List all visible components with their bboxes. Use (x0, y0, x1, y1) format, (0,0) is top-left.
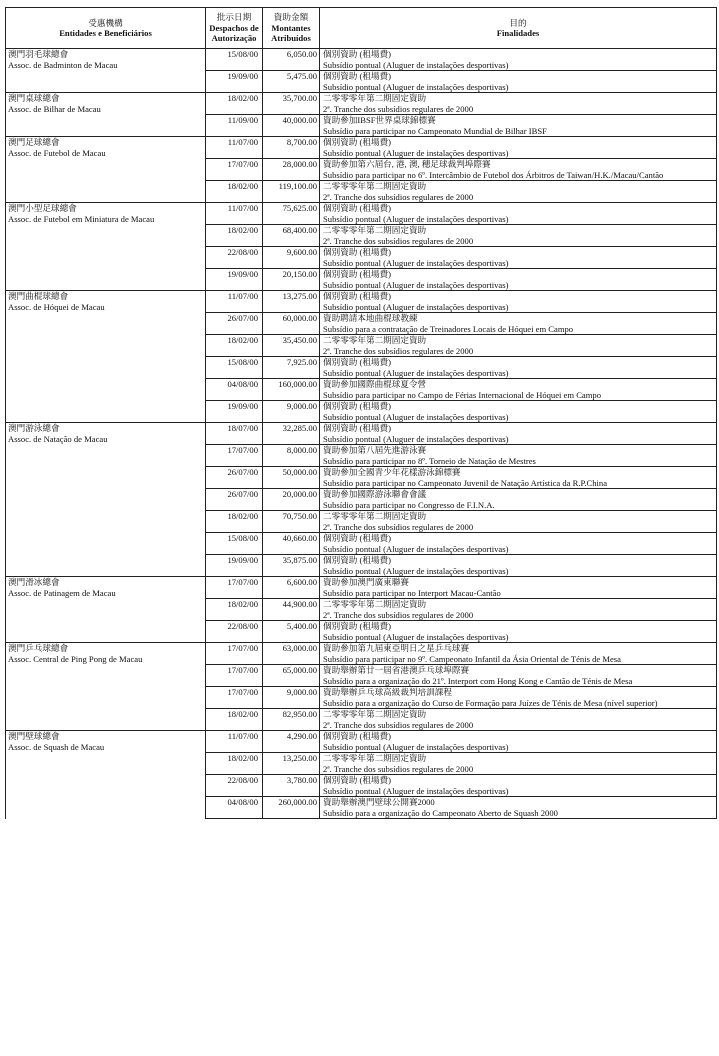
header-amount: 資助金額 Montantes Atribuídos (263, 8, 320, 49)
authorization-date: 11/07/00 (206, 203, 263, 225)
entity-name-pt: Assoc. de Futebol em Miniatura de Macau (8, 213, 155, 224)
purpose-pt: 2ª. Tranche dos subsídios regulares de 2000 (323, 191, 474, 202)
purpose-pt: 2ª. Tranche dos subsídios regulares de 2000 (323, 103, 474, 114)
entity-name-pt: Assoc. de Squash de Macau (8, 741, 105, 752)
amount-value: 13,275.00 (263, 291, 320, 313)
table-row (6, 423, 717, 445)
purpose-pt: Subsídio para participar no 8º. Torneio de Natação de Mestres (323, 455, 536, 466)
entity-cell (6, 313, 206, 335)
purpose-cell (320, 511, 717, 533)
purpose-pt: 2ª. Tranche dos subsídios regulares de 2000 (323, 763, 474, 774)
amount-value: 5,400.00 (263, 621, 320, 643)
authorization-date: 17/07/00 (206, 445, 263, 467)
entity-name-zh: 澳門游泳總會 (8, 423, 60, 433)
entity-cell (6, 93, 206, 115)
entity-name-zh: 澳門滑冰總會 (8, 577, 60, 587)
amount-value: 68,400.00 (263, 225, 320, 247)
entity-cell (6, 203, 206, 225)
table-row (6, 445, 717, 467)
table-row (6, 599, 717, 621)
purpose-cell (320, 269, 717, 291)
entity-cell (6, 379, 206, 401)
entity-cell (6, 225, 206, 247)
authorization-date: 15/08/00 (206, 357, 263, 379)
amount-value: 40,000.00 (263, 115, 320, 137)
purpose-zh: 資助參加國際曲棍球夏令營 (323, 379, 427, 389)
amount-value: 7,925.00 (263, 357, 320, 379)
table-row (6, 379, 717, 401)
purpose-cell (320, 687, 717, 709)
purpose-zh: 個別資助 (租場費) (323, 291, 392, 301)
purpose-zh: 個別資助 (租場費) (323, 247, 392, 257)
amount-value: 65,000.00 (263, 665, 320, 687)
purpose-cell (320, 577, 717, 599)
table-row (6, 533, 717, 555)
purpose-zh: 二零零零年第二期固定資助 (323, 335, 427, 345)
table-row (6, 181, 717, 203)
authorization-date: 17/07/00 (206, 687, 263, 709)
purpose-pt: Subsídio para participar no 6º. Intercâmbio de Futebol dos Árbitros de Taiwan/H.K./Macau/Cantão (323, 169, 664, 180)
amount-value: 9,000.00 (263, 401, 320, 423)
purpose-pt: 2ª. Tranche dos subsídios regulares de 2000 (323, 609, 474, 620)
purpose-cell (320, 775, 717, 797)
authorization-date: 04/08/00 (206, 379, 263, 401)
purpose-cell (320, 665, 717, 687)
entity-cell (6, 753, 206, 775)
authorization-date: 04/08/00 (206, 797, 263, 819)
entity-cell (6, 247, 206, 269)
table-row (6, 357, 717, 379)
table-row (6, 643, 717, 665)
entity-cell (6, 335, 206, 357)
purpose-zh: 資助參加第六屆台, 港, 澳, 穗足球裁判埠際賽 (323, 159, 491, 169)
purpose-zh: 個別資助 (租場費) (323, 621, 392, 631)
entity-cell (6, 797, 206, 819)
purpose-pt: Subsídio pontual (Aluguer de instalações desportivas) (323, 367, 509, 378)
purpose-pt: Subsídio pontual (Aluguer de instalações desportivas) (323, 411, 509, 422)
authorization-date: 15/08/00 (206, 49, 263, 71)
entity-cell (6, 621, 206, 643)
entity-cell (6, 357, 206, 379)
subsidy-table (5, 7, 717, 819)
entity-cell (6, 181, 206, 203)
authorization-date: 22/08/00 (206, 775, 263, 797)
purpose-pt: Subsídio pontual (Aluguer de instalações desportivas) (323, 565, 509, 576)
purpose-zh: 個別資助 (租場費) (323, 269, 392, 279)
purpose-pt: Subsídio pontual (Aluguer de instalações desportivas) (323, 631, 509, 642)
amount-value: 35,450.00 (263, 335, 320, 357)
table-row (6, 49, 717, 71)
purpose-zh: 二零零零年第二期固定資助 (323, 93, 427, 103)
purpose-zh: 資助參加國際游泳聯會會議 (323, 489, 427, 499)
purpose-zh: 個別資助 (租場費) (323, 49, 392, 59)
purpose-pt: Subsídio pontual (Aluguer de instalações desportivas) (323, 213, 509, 224)
table-row (6, 753, 717, 775)
authorization-date: 19/09/00 (206, 555, 263, 577)
purpose-zh: 資助參加第九屆東亞明日之星乒乓球賽 (323, 643, 470, 653)
purpose-pt: Subsídio para a organização do Curso de Formação para Juízes de Ténis de Mesa (nível superior) (323, 697, 658, 708)
purpose-cell (320, 621, 717, 643)
purpose-pt: Subsídio para a contratação de Treinadores Locais de Hóquei em Campo (323, 323, 574, 334)
purpose-pt: Subsídio para participar no 9º. Campeonato Infantil da Ásia Oriental de Ténis de Mesa (323, 653, 621, 664)
table-row (6, 775, 717, 797)
table-row (6, 687, 717, 709)
purpose-cell (320, 379, 717, 401)
purpose-pt: Subsídio para participar no Congresso de F.I.N.A. (323, 499, 495, 510)
purpose-pt: Subsídio para participar no Campo de Férias Internacional de Hóquei em Campo (323, 389, 602, 400)
amount-value: 20,150.00 (263, 269, 320, 291)
amount-value: 28,000.00 (263, 159, 320, 181)
purpose-cell (320, 225, 717, 247)
purpose-pt: Subsídio pontual (Aluguer de instalações desportivas) (323, 81, 509, 92)
amount-value: 35,700.00 (263, 93, 320, 115)
amount-value: 20,000.00 (263, 489, 320, 511)
entity-cell (6, 643, 206, 665)
purpose-cell (320, 423, 717, 445)
table-row (6, 71, 717, 93)
authorization-date: 26/07/00 (206, 313, 263, 335)
purpose-zh: 個別資助 (租場費) (323, 555, 392, 565)
purpose-pt: Subsídio pontual (Aluguer de instalações desportivas) (323, 433, 509, 444)
authorization-date: 26/07/00 (206, 467, 263, 489)
purpose-pt: Subsídio pontual (Aluguer de instalações desportivas) (323, 147, 509, 158)
table-row (6, 709, 717, 731)
purpose-zh: 資助參加澳門廣東聯賽 (323, 577, 409, 587)
entity-name-pt: Assoc. de Natação de Macau (8, 433, 108, 444)
authorization-date: 18/02/00 (206, 181, 263, 203)
purpose-zh: 個別資助 (租場費) (323, 423, 392, 433)
purpose-pt: Subsídio pontual (Aluguer de instalações desportivas) (323, 543, 509, 554)
purpose-zh: 資助參加第八屆先進游泳賽 (323, 445, 427, 455)
amount-value: 6,050.00 (263, 49, 320, 71)
purpose-pt: Subsídio para a organização do Campeonato Aberto de Squash 2000 (323, 807, 558, 818)
authorization-date: 15/08/00 (206, 533, 263, 555)
purpose-zh: 資助舉辦澳門壁球公開賽2000 (323, 797, 435, 807)
purpose-zh: 個別資助 (租場費) (323, 533, 392, 543)
authorization-date: 11/07/00 (206, 291, 263, 313)
entity-cell (6, 687, 206, 709)
table-row (6, 203, 717, 225)
purpose-cell (320, 313, 717, 335)
purpose-zh: 二零零零年第二期固定資助 (323, 709, 427, 719)
authorization-date: 26/07/00 (206, 489, 263, 511)
purpose-zh: 個別資助 (租場費) (323, 71, 392, 81)
purpose-zh: 個別資助 (租場費) (323, 775, 392, 785)
authorization-date: 22/08/00 (206, 621, 263, 643)
authorization-date: 22/08/00 (206, 247, 263, 269)
authorization-date: 17/07/00 (206, 665, 263, 687)
amount-value: 63,000.00 (263, 643, 320, 665)
entity-cell (6, 533, 206, 555)
purpose-zh: 二零零零年第二期固定資助 (323, 753, 427, 763)
table-row (6, 467, 717, 489)
table-row (6, 291, 717, 313)
authorization-date: 19/09/00 (206, 269, 263, 291)
purpose-cell (320, 49, 717, 71)
table-row (6, 665, 717, 687)
purpose-zh: 二零零零年第二期固定資助 (323, 181, 427, 191)
table-row (6, 621, 717, 643)
purpose-cell (320, 753, 717, 775)
table-row (6, 137, 717, 159)
authorization-date: 11/07/00 (206, 137, 263, 159)
table-row (6, 313, 717, 335)
purpose-pt: Subsídio pontual (Aluguer de instalações desportivas) (323, 741, 509, 752)
purpose-zh: 資助舉辦乒乓球高級裁判培訓課程 (323, 687, 452, 697)
amount-value: 260,000.00 (263, 797, 320, 819)
amount-value: 44,900.00 (263, 599, 320, 621)
purpose-cell (320, 599, 717, 621)
purpose-zh: 二零零零年第二期固定資助 (323, 511, 427, 521)
amount-value: 60,000.00 (263, 313, 320, 335)
purpose-zh: 個別資助 (租場費) (323, 357, 392, 367)
entity-cell (6, 269, 206, 291)
table-row (6, 731, 717, 753)
header-date: 批示日期 Despachos de Autorização (206, 8, 263, 49)
amount-value: 35,875.00 (263, 555, 320, 577)
purpose-pt: Subsídio para participar no Interport Macau-Cantão (323, 587, 501, 598)
purpose-pt: Subsídio pontual (Aluguer de instalações desportivas) (323, 279, 509, 290)
amount-value: 50,000.00 (263, 467, 320, 489)
purpose-pt: Subsídio para a organização do 21º. Interport com Hong Kong e Cantão de Ténis de Mesa (323, 675, 633, 686)
purpose-cell (320, 467, 717, 489)
authorization-date: 18/02/00 (206, 225, 263, 247)
entity-cell (6, 159, 206, 181)
entity-name-pt: Assoc. de Hóquei de Macau (8, 301, 105, 312)
entity-name-zh: 澳門曲棍球總會 (8, 291, 69, 301)
purpose-cell (320, 71, 717, 93)
entity-name-pt: Assoc. de Bilhar de Macau (8, 103, 101, 114)
purpose-cell (320, 533, 717, 555)
entity-cell (6, 665, 206, 687)
authorization-date: 17/07/00 (206, 577, 263, 599)
amount-value: 6,600.00 (263, 577, 320, 599)
amount-value: 8,700.00 (263, 137, 320, 159)
header-row (6, 8, 717, 49)
entity-cell (6, 489, 206, 511)
purpose-pt: Subsídio para participar no Campeonato Mundial de Bilhar IBSF (323, 125, 547, 136)
entity-cell (6, 49, 206, 71)
purpose-cell (320, 291, 717, 313)
entity-name-zh: 澳門羽毛球總會 (8, 49, 69, 59)
entity-cell (6, 137, 206, 159)
entity-name-zh: 澳門壁球總會 (8, 731, 60, 741)
amount-value: 75,625.00 (263, 203, 320, 225)
authorization-date: 18/02/00 (206, 335, 263, 357)
table-row (6, 225, 717, 247)
entity-name-pt: Assoc. Central de Ping Pong de Macau (8, 653, 143, 664)
entity-cell (6, 115, 206, 137)
purpose-zh: 個別資助 (租場費) (323, 137, 392, 147)
purpose-cell (320, 357, 717, 379)
purpose-zh: 資助參加IBSF世界桌球錦標賽 (323, 115, 436, 125)
table-row (6, 335, 717, 357)
purpose-cell (320, 335, 717, 357)
amount-value: 9,600.00 (263, 247, 320, 269)
table-row (6, 247, 717, 269)
amount-value: 40,660.00 (263, 533, 320, 555)
entity-cell (6, 577, 206, 599)
entity-name-pt: Assoc. de Badminton de Macau (8, 59, 118, 70)
purpose-pt: Subsídio pontual (Aluguer de instalações desportivas) (323, 301, 509, 312)
entity-cell (6, 401, 206, 423)
entity-name-zh: 澳門足球總會 (8, 137, 60, 147)
purpose-pt: Subsídio para participar no Campeonato Juvenil de Natação Artística da R.P.China (323, 477, 608, 488)
entity-cell (6, 555, 206, 577)
authorization-date: 18/02/00 (206, 753, 263, 775)
table-row (6, 115, 717, 137)
table-row (6, 577, 717, 599)
amount-value: 3,780.00 (263, 775, 320, 797)
table-row (6, 159, 717, 181)
purpose-cell (320, 159, 717, 181)
entity-name-zh: 澳門小型足球總會 (8, 203, 77, 213)
entity-cell (6, 599, 206, 621)
purpose-cell (320, 401, 717, 423)
header-entities: 受惠機構 Entidades e Beneficiários (6, 8, 206, 49)
amount-value: 119,100.00 (263, 181, 320, 203)
purpose-pt: Subsídio pontual (Aluguer de instalações desportivas) (323, 59, 509, 70)
purpose-zh: 資助參加全國青少年花樣游泳錦標賽 (323, 467, 461, 477)
entity-cell (6, 731, 206, 753)
purpose-cell (320, 731, 717, 753)
purpose-pt: Subsídio pontual (Aluguer de instalações desportivas) (323, 785, 509, 796)
purpose-cell (320, 203, 717, 225)
amount-value: 82,950.00 (263, 709, 320, 731)
purpose-pt: 2ª. Tranche dos subsídios regulares de 2000 (323, 521, 474, 532)
purpose-zh: 資助聘請本地曲棍球教練 (323, 313, 418, 323)
entity-cell (6, 467, 206, 489)
entity-cell (6, 511, 206, 533)
purpose-cell (320, 181, 717, 203)
amount-value: 32,285.00 (263, 423, 320, 445)
authorization-date: 11/09/00 (206, 115, 263, 137)
purpose-zh: 二零零零年第二期固定資助 (323, 599, 427, 609)
amount-value: 4,290.00 (263, 731, 320, 753)
purpose-cell (320, 709, 717, 731)
table-row (6, 269, 717, 291)
amount-value: 8,000.00 (263, 445, 320, 467)
purpose-zh: 資助舉辦第廿一屆省港澳乒乓球埠際賽 (323, 665, 470, 675)
authorization-date: 19/09/00 (206, 71, 263, 93)
purpose-cell (320, 445, 717, 467)
authorization-date: 11/07/00 (206, 731, 263, 753)
purpose-cell (320, 797, 717, 819)
purpose-cell (320, 115, 717, 137)
purpose-cell (320, 93, 717, 115)
purpose-cell (320, 247, 717, 269)
table-row (6, 93, 717, 115)
authorization-date: 18/07/00 (206, 423, 263, 445)
entity-cell (6, 709, 206, 731)
table-row (6, 555, 717, 577)
table-row (6, 511, 717, 533)
purpose-zh: 二零零零年第二期固定資助 (323, 225, 427, 235)
entity-cell (6, 445, 206, 467)
purpose-cell (320, 489, 717, 511)
table-row (6, 401, 717, 423)
purpose-pt: Subsídio pontual (Aluguer de instalações desportivas) (323, 257, 509, 268)
purpose-pt: 2ª. Tranche dos subsídios regulares de 2000 (323, 719, 474, 730)
entity-name-zh: 澳門乒乓球總會 (8, 643, 69, 653)
entity-name-pt: Assoc. de Futebol de Macau (8, 147, 106, 158)
amount-value: 70,750.00 (263, 511, 320, 533)
authorization-date: 18/02/00 (206, 599, 263, 621)
entity-cell (6, 291, 206, 313)
authorization-date: 17/07/00 (206, 643, 263, 665)
purpose-zh: 個別資助 (租場費) (323, 203, 392, 213)
purpose-zh: 個別資助 (租場費) (323, 731, 392, 741)
table-row (6, 489, 717, 511)
purpose-pt: 2ª. Tranche dos subsídios regulares de 2000 (323, 345, 474, 356)
amount-value: 160,000.00 (263, 379, 320, 401)
amount-value: 5,475.00 (263, 71, 320, 93)
purpose-pt: 2ª. Tranche dos subsídios regulares de 2000 (323, 235, 474, 246)
authorization-date: 18/02/00 (206, 709, 263, 731)
authorization-date: 17/07/00 (206, 159, 263, 181)
purpose-cell (320, 555, 717, 577)
table-body (6, 49, 717, 819)
purpose-zh: 個別資助 (租場費) (323, 401, 392, 411)
entity-name-zh: 澳門桌球總會 (8, 93, 60, 103)
purpose-cell (320, 137, 717, 159)
header-purpose: 目的 Finalidades (320, 8, 717, 49)
amount-value: 13,250.00 (263, 753, 320, 775)
authorization-date: 18/02/00 (206, 93, 263, 115)
authorization-date: 18/02/00 (206, 511, 263, 533)
entity-cell (6, 423, 206, 445)
entity-name-pt: Assoc. de Patinagem de Macau (8, 587, 116, 598)
entity-cell (6, 775, 206, 797)
table-row (6, 797, 717, 819)
authorization-date: 19/09/00 (206, 401, 263, 423)
entity-cell (6, 71, 206, 93)
purpose-cell (320, 643, 717, 665)
amount-value: 9,000.00 (263, 687, 320, 709)
